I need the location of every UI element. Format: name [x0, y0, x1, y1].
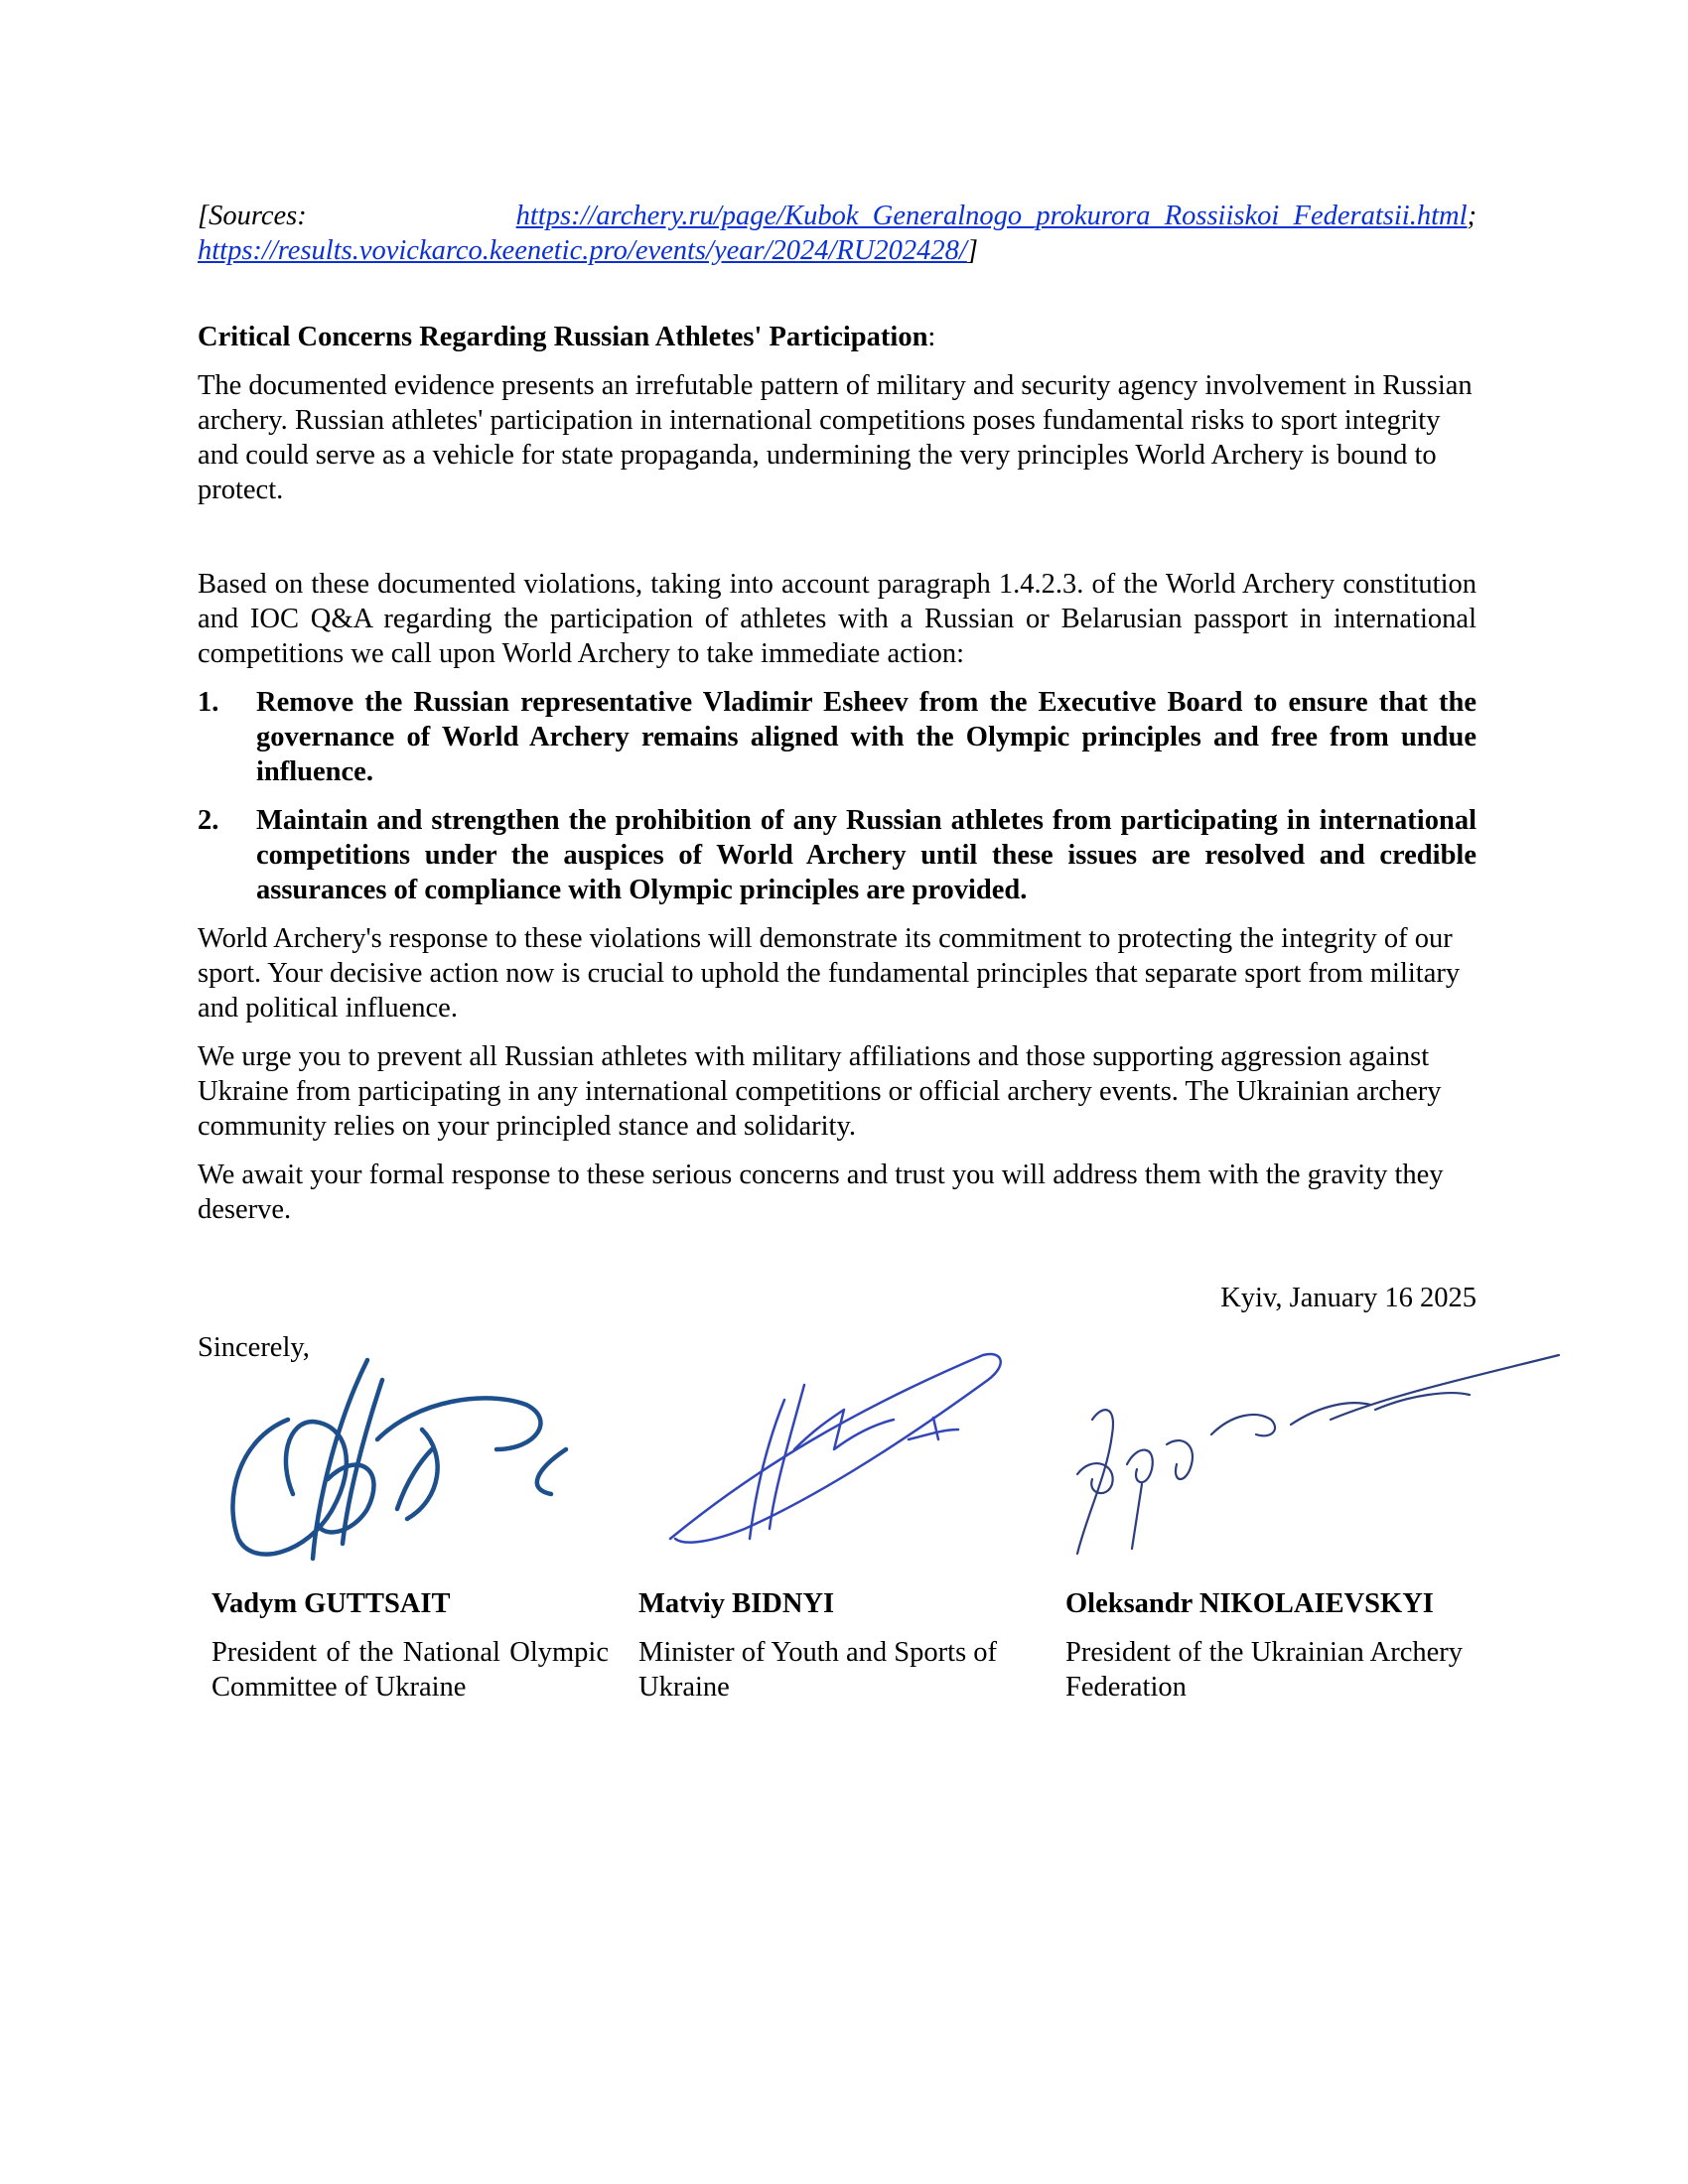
sources-citation-line2: [198, 233, 1477, 268]
paragraph-response: World Archery's response to these violations will demonstrate its commitment to protecting the integrity of our sport. Your decisive action now is crucial to uphold the fundamental principles that separate sport from military and political influence.: [198, 923, 1461, 1024]
signer-block: [638, 1586, 1036, 1705]
source-link-archery-ru[interactable]: https://archery.ru/page/Kubok_Generalnogo_prokurora_Rossiiskoi_Federatsii.html: [515, 201, 1468, 231]
source-link-results[interactable]: https://results.vovickarco.keenetic.pro/events/year/2024/RU202428/: [198, 235, 967, 266]
paragraph-urge: We urge you to prevent all Russian athletes with military affiliations and those supporting aggression against Ukraine from participating in any international competitions or official archery events. The Ukrainian archery community relies on your principled stance and solidarity.: [198, 1041, 1442, 1142]
section-heading-colon: :: [927, 322, 936, 352]
demand-number: 2.: [198, 805, 219, 836]
demand-number: 1.: [198, 687, 219, 718]
letter-body: [198, 199, 1477, 1227]
place-date: Kyiv, January 16 2025: [1220, 1283, 1477, 1313]
section-heading-text: Critical Concerns Regarding Russian Athletes' Participation: [198, 322, 928, 352]
signature-nikolaievskyi: [1033, 1335, 1569, 1564]
demand-text: Remove the Russian representative Vladimir Esheev from the Executive Board to ensure that the governance of World Archery remains aligned with the Olympic principles and free from undue influence.: [256, 687, 1477, 787]
section-heading: [198, 320, 1477, 354]
signer-name: Vadym GUTTSAIT: [211, 1588, 451, 1619]
signature-bidnyi: [655, 1340, 1013, 1559]
signer-role: President of the National Olympic Committee of Ukraine: [211, 1637, 609, 1703]
signer-role: President of the Ukrainian Archery Federation: [1065, 1637, 1463, 1703]
paragraph-based-on: Based on these documented violations, taking into account paragraph 1.4.2.3. of the World Archery constitution and IOC Q&A regarding the participation of athletes with a Russian or Belarusian passport in international competitions we call upon World Archery to take immediate action:: [198, 569, 1477, 669]
signer-block: [211, 1586, 609, 1705]
sincerely: Sincerely,: [198, 1332, 310, 1363]
demand-item: [198, 685, 1477, 789]
signer-block: [1065, 1586, 1463, 1705]
demands-list: [198, 685, 1477, 907]
sources-separator: ;: [1467, 201, 1477, 231]
signer-name: Oleksandr NIKOLAIEVSKYI: [1065, 1588, 1434, 1619]
sources-suffix: ]: [966, 235, 978, 266]
signer-name: Matviy BIDNYI: [638, 1588, 835, 1619]
paragraph-evidence: The documented evidence presents an irrefutable pattern of military and security agency involvement in Russian archery. Russian athletes' participation in international competitions poses fundamental risks to sport integrity and could serve as a vehicle for state propaganda, undermining the very principles World Archery is bound to protect.: [198, 370, 1473, 505]
paragraph-await: We await your formal response to these serious concerns and trust you will address them with the gravity they deserve.: [198, 1160, 1444, 1225]
sources-citation: [198, 199, 1477, 233]
sources-prefix: [Sources:: [198, 201, 307, 231]
signer-role: Minister of Youth and Sports of Ukraine: [638, 1637, 998, 1703]
demand-text: Maintain and strengthen the prohibition of any Russian athletes from participating in international competitions under the auspices of World Archery until these issues are resolved and credible assurances of compliance with Olympic principles are provided.: [256, 805, 1477, 905]
demand-item: [198, 803, 1477, 907]
signature-guttsait: [218, 1330, 596, 1569]
